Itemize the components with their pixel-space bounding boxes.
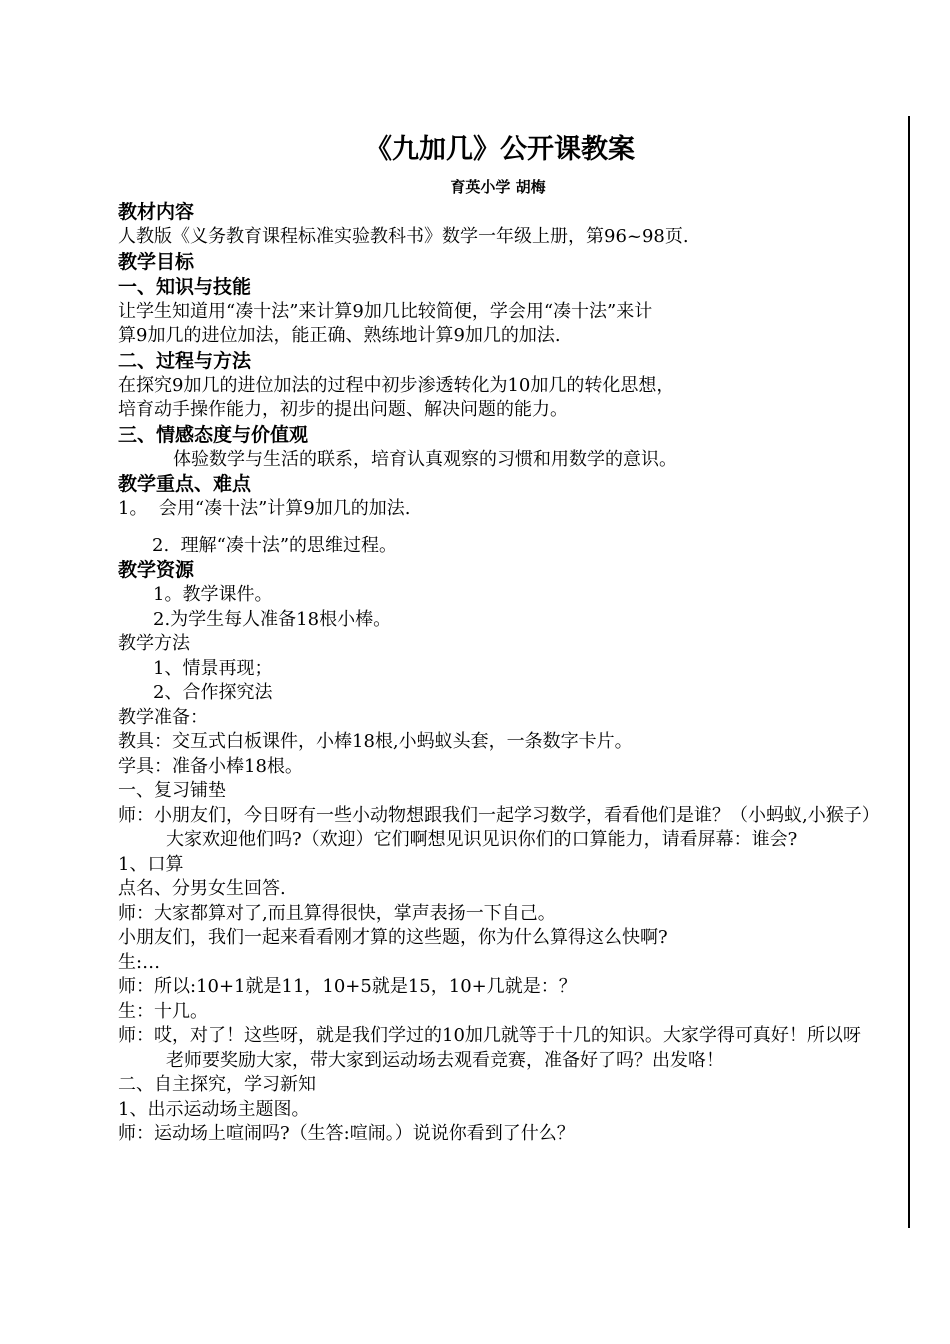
dialogue-teacher-4: 师：所以:10+1就是11，10+5就是15，10+几就是：？ [118, 976, 577, 997]
material-text: 人教版《义务教育课程标准实验教科书》数学一年级上册，第96~98页. [118, 226, 689, 247]
dialogue-teacher-2: 师：大家都算对了,而且算得很快，掌声表扬一下自己。 [118, 902, 556, 924]
resource-item-2: 2.为学生每人准备18根小棒。 [153, 608, 392, 630]
keypoint-item-2: 2. 理解“凑十法”的思维过程。 [152, 534, 398, 556]
prep-student: 学具：准备小棒18根。 [118, 755, 303, 777]
attitude-text: 体验数学与生活的联系，培育认真观察的习惯和用数学的意识。 [173, 448, 677, 470]
heading-review: 一、复习铺垫 [118, 780, 226, 801]
heading-prep: 教学准备： [118, 706, 208, 728]
heading-process: 二、过程与方法 [118, 349, 252, 372]
explore-item-1: 1、出示运动场主题图。 [118, 1098, 310, 1120]
heading-methods: 教学方法 [118, 633, 190, 654]
keypoint-item-1: 1。 会用“凑十法”计算9加几的加法. [118, 498, 411, 519]
resource-item-1: 1。教学课件。 [153, 584, 273, 605]
heading-attitude: 三、情感态度与价值观 [118, 423, 309, 446]
heading-keypoints: 教学重点、难点 [118, 473, 252, 495]
knowledge-text-line-1: 让学生知道用“凑十法”来计算9加几比较简便，学会用“凑十法”来计 [118, 300, 653, 322]
dialogue-teacher-3: 小朋友们，我们一起来看看刚才算的这些题，你为什么算得这么快啊? [118, 927, 668, 948]
spacer [118, 522, 878, 534]
margin-line [908, 116, 910, 1228]
prep-teacher: 教具：交互式白板课件，小棒18根,小蚂蚁头套，一条数字卡片。 [118, 731, 633, 752]
method-item-2: 2、合作探究法 [153, 682, 273, 703]
heading-resources: 教学资源 [118, 559, 195, 581]
dialogue-instruction: 点名、分男女生回答. [118, 878, 286, 899]
document-title: 《九加几》公开课教案 [365, 134, 635, 165]
heading-oral: 1、口算 [118, 853, 184, 875]
heading-material: 教材内容 [118, 201, 195, 223]
process-text-line-2: 培育动手操作能力，初步的提出问题、解决问题的能力。 [118, 399, 568, 420]
dialogue-teacher-6: 师：运动场上喧闹吗?（生答:喧闹。）说说你看到了什么？ [118, 1123, 575, 1144]
dialogue-teacher-1: 师：小朋友们，今日呀有一些小动物想跟我们一起学习数学，看看他们是谁？（小蚂蚁,小猴子）大家欢迎他们吗?（欢迎）它们啊想见识见识你们的口算能力，请看屏幕：谁会? [118, 804, 871, 850]
method-item-1: 1、情景再现； [153, 657, 273, 679]
heading-knowledge: 一、知识与技能 [118, 275, 252, 298]
dialogue-student-2: 生：十几。 [118, 1000, 208, 1022]
dialogue-student-1: 生:… [118, 951, 161, 973]
process-text-line-1: 在探究9加几的进位加法的过程中初步渗透转化为10加几的转化思想， [118, 374, 675, 396]
knowledge-text-line-2: 算9加几的进位加法，能正确、熟练地计算9加几的加法. [118, 325, 561, 346]
heading-goals: 教学目标 [118, 250, 195, 273]
dialogue-teacher-5: 师：哎，对了！这些呀，就是我们学过的10加几就等于十几的知识。大家学得可真好！所以呀老师要奖励大家，带大家到运动场去观看竞赛，准备好了吗？出发咯！ [118, 1025, 861, 1071]
document-body [118, 130, 878, 1147]
document-author: 育英小学 胡梅 [450, 178, 546, 196]
heading-explore: 二、自主探究，学习新知 [118, 1074, 316, 1095]
